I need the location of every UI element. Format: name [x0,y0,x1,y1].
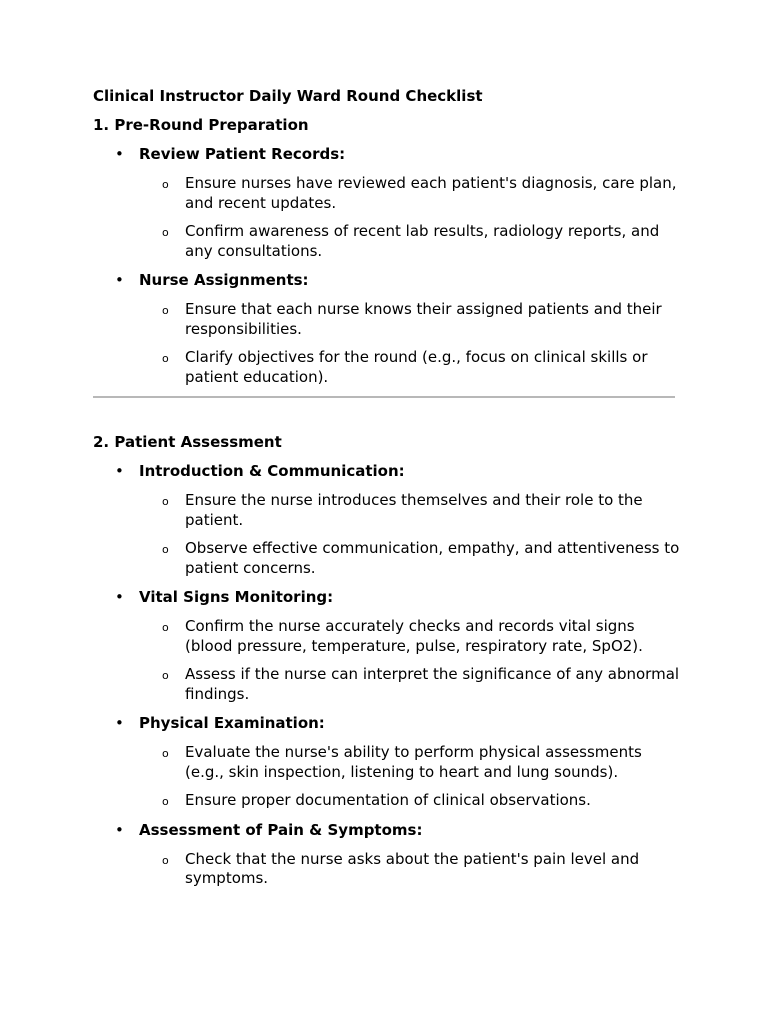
sub-list [139,743,683,811]
section-heading: 2. Patient Assessment [93,433,282,451]
sub-list-item-text: Evaluate the nurse's ability to perform physical assessments (e.g., skin inspection, listening to heart and lung sounds). [185,743,642,781]
checklist-item [93,713,683,811]
sub-list-item-text: Confirm the nurse accurately checks and records vital signs (blood pressure, temperature, pulse, respiratory rate, SpO2). [185,617,643,655]
sub-list-item-text: Ensure that each nurse knows their assigned patients and their responsibilities. [185,300,662,338]
bullet-icon: • [115,714,124,732]
sub-list-item-text: Ensure nurses have reviewed each patient's diagnosis, care plan, and recent updates. [185,174,677,212]
checklist-item-label: Nurse Assignments: [139,271,309,289]
hollow-bullet-icon: o [162,669,169,682]
sub-list [139,300,683,387]
sub-list-item [139,174,683,213]
sub-list-item-text: Check that the nurse asks about the patient's pain level and symptoms. [185,849,640,887]
hollow-bullet-icon: o [162,178,169,191]
bullet-icon: • [115,271,124,289]
sub-list-item [139,539,683,578]
sub-list [139,491,683,578]
checklist-item-label: Review Patient Records: [139,145,346,163]
bullet-icon: • [115,145,124,163]
checklist-item [93,820,683,889]
checklist-item [93,587,683,704]
checklist-item [93,461,683,578]
sub-list-item [139,665,683,704]
sub-list [139,850,683,889]
document-page [93,86,683,898]
sub-list-item-text: Confirm awareness of recent lab results, radiology reports, and any consultations. [185,222,660,260]
checklist-item-label: Physical Examination: [139,714,325,732]
checklist-item-label: Assessment of Pain & Symptoms: [139,820,423,839]
sub-list-item-text: Observe effective communication, empathy, and attentiveness to patient concerns. [185,539,680,577]
sub-list-item [139,491,683,530]
sub-list-item-text: Ensure proper documentation of clinical observations. [185,791,591,809]
section-patient-assessment [93,432,683,889]
bullet-icon: • [115,588,124,606]
checklist-item-label: Vital Signs Monitoring: [139,588,334,606]
sub-list-item-text: Clarify objectives for the round (e.g., focus on clinical skills or patient education). [185,348,648,386]
sub-list [139,174,683,261]
sub-list-item [139,850,683,889]
checklist-item-label: Introduction & Communication: [139,462,405,480]
sub-list-item-text: Ensure the nurse introduces themselves and their role to the patient. [185,491,643,529]
sub-list-item [139,617,683,656]
hollow-bullet-icon: o [162,226,169,239]
hollow-bullet-icon: o [162,352,169,365]
document-title: Clinical Instructor Daily Ward Round Checklist [93,87,483,105]
bullet-icon: • [115,820,124,839]
sub-list-item [139,791,683,811]
section-heading: 1. Pre-Round Preparation [93,116,309,134]
checklist-item [93,144,683,261]
sub-list-item [139,743,683,782]
hollow-bullet-icon: o [162,304,169,317]
sub-list-item [139,222,683,261]
hollow-bullet-icon: o [162,621,169,634]
horizontal-divider [93,396,675,398]
hollow-bullet-icon: o [162,795,169,808]
sub-list-item [139,300,683,339]
hollow-bullet-icon: o [162,853,169,867]
checklist-item [93,270,683,387]
sub-list-item [139,348,683,387]
section-pre-round-preparation [93,115,683,387]
sub-list-item-text: Assess if the nurse can interpret the significance of any abnormal findings. [185,665,680,703]
hollow-bullet-icon: o [162,495,169,508]
sub-list [139,617,683,704]
bullet-icon: • [115,462,124,480]
hollow-bullet-icon: o [162,543,169,556]
hollow-bullet-icon: o [162,747,169,760]
